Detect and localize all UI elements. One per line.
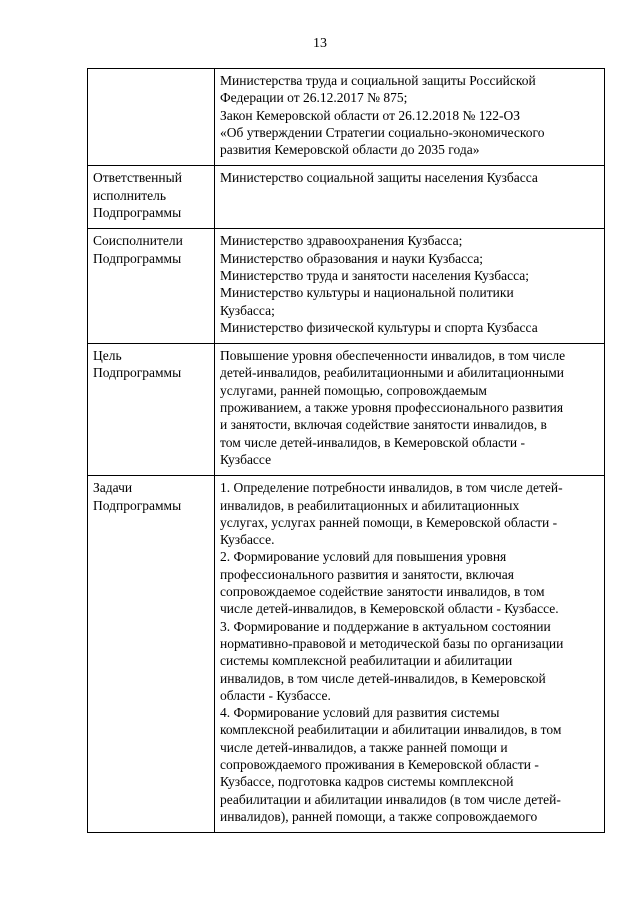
label-line: Подпрограммы <box>93 365 182 381</box>
text-line: области - Кузбассе. <box>220 687 331 703</box>
row-label-cell <box>88 166 215 229</box>
text-line: Кузбассе, подготовка кадров системы комплексной <box>220 774 514 790</box>
tasks-cell <box>215 476 605 833</box>
row-label-cell <box>88 344 215 476</box>
label-line: Подпрограммы <box>93 497 182 513</box>
label-line: Цель <box>93 348 122 364</box>
text-line: 1. Определение потребности инвалидов, в том числе детей- <box>220 480 563 496</box>
text-line: проживанием, а также уровня профессионального развития <box>220 400 564 416</box>
text-line: нормативно-правовой и методической базы по организации <box>220 635 564 651</box>
text-line: Министерства труда и социальной защиты Российской <box>220 73 536 88</box>
table-row <box>88 166 605 229</box>
text-line: Министерство физической культуры и спорта Кузбасса <box>220 319 538 335</box>
row-label-cell <box>88 476 215 833</box>
text-line: инвалидов, в реабилитационных и абилитационных <box>220 497 520 513</box>
text-line: инвалидов, в том числе детей-инвалидов, в Кемеровской <box>220 670 546 686</box>
table-row <box>88 69 605 166</box>
text-line: реабилитации и абилитации инвалидов (в том числе детей- <box>220 791 561 807</box>
text-line: услугами, ранней помощью, сопровождаемым <box>220 382 487 398</box>
row-label-cell <box>88 69 215 166</box>
text-line: Министерство здравоохранения Кузбасса; <box>220 233 463 249</box>
text-line: том числе детей-инвалидов, в Кемеровской области - <box>220 434 525 450</box>
text-line: 2. Формирование условий для повышения уровня <box>220 549 507 565</box>
text-line: Министерство культуры и национальной политики <box>220 285 514 301</box>
text-line: Министерство социальной защиты населения Кузбасса <box>220 170 538 186</box>
text-line: сопровождаемого проживания в Кемеровской области - <box>220 756 539 772</box>
label-line: Подпрограммы <box>93 250 182 266</box>
text-line: Кузбассе. <box>220 532 275 548</box>
legal-basis-cell <box>215 69 605 166</box>
text-line: Кузбассе <box>220 451 272 467</box>
text-line: Министерство труда и занятости населения Кузбасса; <box>220 267 529 283</box>
text-line: Федерации от 26.12.2017 № 875; <box>220 90 408 106</box>
label-line: исполнитель <box>93 187 166 203</box>
responsible-executor-cell <box>215 166 605 229</box>
text-line: услугах, услугах ранней помощи, в Кемеровской области - <box>220 514 558 530</box>
text-line: Повышение уровня обеспеченности инвалидов, в том числе <box>220 348 566 364</box>
text-line: системы комплексной реабилитации и абилитации <box>220 653 513 669</box>
text-line: инвалидов), ранней помощи, а также сопровождаемого <box>220 808 538 824</box>
table-row <box>88 344 605 476</box>
label-line: Задачи <box>93 480 133 496</box>
label-line: Соисполнители <box>93 233 183 249</box>
page-number: 13 <box>313 36 327 51</box>
label-line: Подпрограммы <box>93 205 182 221</box>
label-line: Ответственный <box>93 170 182 186</box>
text-line: числе детей-инвалидов, а также ранней помощи и <box>220 739 508 755</box>
text-line: Закон Кемеровской области от 26.12.2018 № 122-ОЗ <box>220 107 520 123</box>
text-line: Министерство образования и науки Кузбасса; <box>220 250 484 266</box>
text-line: и занятости, включая содействие занятости инвалидов, в <box>220 417 547 433</box>
text-line: развития Кемеровской области до 2035 года» <box>220 142 480 158</box>
subprogram-passport-table <box>87 68 605 833</box>
table-row <box>88 476 605 833</box>
text-line: комплексной реабилитации и абилитации инвалидов, в том <box>220 722 562 738</box>
table-row <box>88 229 605 344</box>
goal-cell <box>215 344 605 476</box>
text-line: Кузбасса; <box>220 302 275 318</box>
text-line: 3. Формирование и поддержание в актуальном состоянии <box>220 618 551 634</box>
text-line: детей-инвалидов, реабилитационными и абилитационными <box>220 365 564 381</box>
row-label-cell <box>88 229 215 344</box>
text-line: 4. Формирование условий для развития системы <box>220 705 500 721</box>
text-line: «Об утверждении Стратегии социально-экономического <box>220 124 545 140</box>
text-line: числе детей-инвалидов, в Кемеровской области - Кузбассе. <box>220 601 559 617</box>
co-executors-cell <box>215 229 605 344</box>
text-line: профессионального развития и занятости, включая <box>220 566 514 582</box>
text-line: сопровождаемое содействие занятости инвалидов, в том <box>220 584 545 600</box>
